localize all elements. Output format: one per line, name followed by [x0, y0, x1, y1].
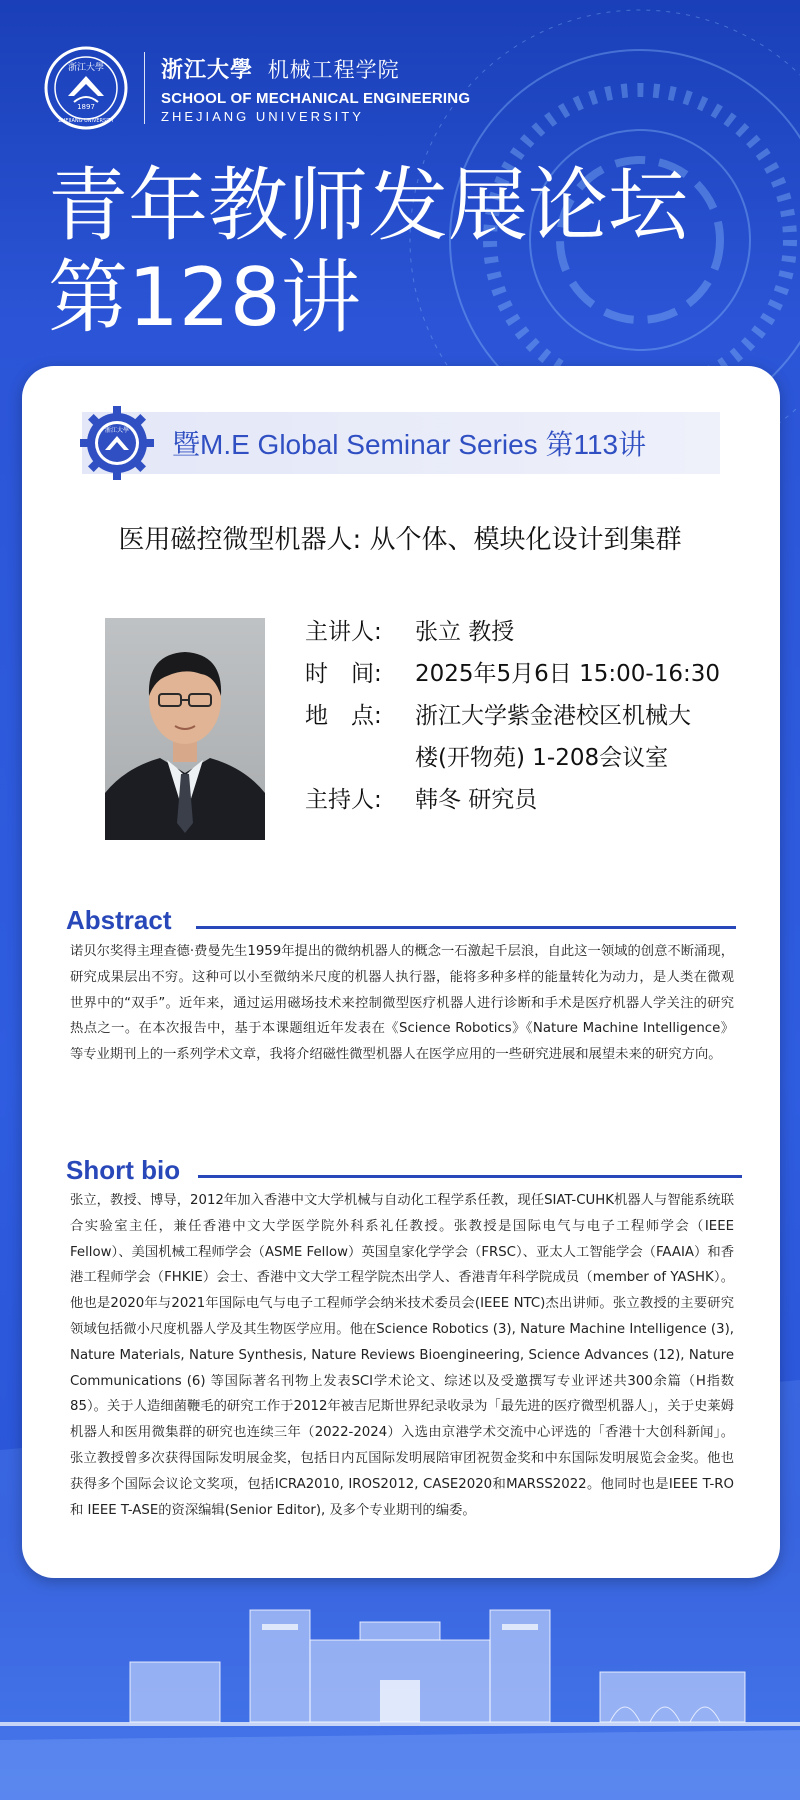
host-row	[305, 779, 720, 821]
university-name-cn: 浙江大學	[161, 56, 254, 83]
speaker-portrait	[105, 618, 265, 840]
university-name-en: ZHEJIANG UNIVERSITY	[161, 108, 364, 124]
place-value-line1: 浙江大学紫金港校区机械大	[415, 703, 691, 729]
abstract-heading: Abstract	[66, 905, 172, 935]
logo-divider	[144, 52, 145, 124]
abstract-underline	[196, 926, 736, 929]
time-value: 2025年5月6日 15:00-16:30	[415, 661, 720, 687]
seal-year: 1897	[77, 103, 95, 111]
place-label: 地 点:	[305, 703, 382, 729]
speaker-photo	[105, 618, 265, 840]
talk-info	[305, 611, 720, 821]
place-row-continued	[305, 737, 720, 779]
seal-en: ZHEJIANG UNIVERSITY	[58, 118, 114, 124]
place-value-line2: 楼(开物苑) 1-208会议室	[415, 745, 669, 771]
bio-text: 张立，教授、博导，2012年加入香港中文大学机械与自动化工程学系任教，现任SIAT-CUHK机器人与智能系统联合实验室主任，兼任香港中文大学医学院外科系礼任教授。张教授是国际电气与电子工程师学会（IEEE Fellow）、美国机械工程师学会（ASME Fellow）英国皇家化学学会（FRSC）、亚太人工智能学会（FAAIA）和香港工程师学会（FHKIE）会士、香港中文大学工程学院杰出学人、香港青年科学院成员（member of YASHK）。他也是2020年与2021年国际电气与电子工程师学会纳米技术委员会(IEEE NTC)杰出讲师。张立教授的主要研究领域包括微小尺度机器人学及其生物医学应用。他在Science Robotics (3), Nature Machine Intelligence (3), Nature Materials, Nature Synthesis, Nature Reviews Bioengineering, Science Advances (12), Nature Communications (6) 等国际著名刊物上发表SCI学术论文、综述以及受邀撰写专业评述共300余篇（H指数85）。关于人造细菌鞭毛的研究工作于2012年被吉尼斯世界纪录收录为「最先进的医疗微型机器人」，关于史莱姆机器人和医用微集群的研究也连续三年（2022-2024）入选由京港学术交流中心评选的「香港十大创科新闻」。张立教授曾多次获得国际发明展金奖，包括日内瓦国际发明展陪审团祝贺金奖和中东国际发明展览会金奖。他也获得多个国际会议论文奖项，包括ICRA2010, IROS2012, CASE2020和MARSS2022。他同时也是IEEE T-RO和 IEEE T-ASE的资深编辑(Senior Editor), 及多个专业期刊的编委。	[70, 1193, 734, 1518]
gear-seal-icon	[80, 406, 154, 480]
time-row	[305, 653, 720, 695]
talk-title: 医用磁控微型机器人: 从个体、模块化设计到集群	[118, 525, 682, 555]
bio-heading: Short bio	[66, 1155, 181, 1185]
school-logo	[44, 46, 470, 130]
school-name-en: SCHOOL OF MECHANICAL ENGINEERING	[161, 89, 471, 107]
series-label: 暨M.E Global Seminar Series 第113讲	[172, 429, 647, 460]
abstract-text: 诺贝尔奖得主理查德·费曼先生1959年提出的微纳机器人的概念一石激起千层浪，自此这一领域的创意不断涌现，研究成果层出不穷。这种可以小至微纳米尺度的机器人执行器，能将多种多样的能量转化为动力，是人类在微观世界中的“双手”。近年来，通过运用磁场技术来控制微型医疗机器人进行诊断和手术是医疗机器人学关注的研究热点之一。在本次报告中，基于本课题组近年发表在《Science Robotics》《Nature Machine Intelligence》等专业期刊上的一系列学术文章，我将介绍磁性微型机器人在医学应用的一些研究进展和展望未来的研究方向。	[70, 944, 734, 1063]
university-seal-icon	[44, 46, 128, 130]
school-name-block	[161, 53, 470, 124]
badge-text: 浙江大學	[104, 427, 130, 434]
place-row	[305, 695, 720, 737]
seal-cn: 浙江大學	[67, 63, 105, 73]
forum-title	[48, 160, 688, 344]
host-value: 韩冬 研究员	[415, 787, 538, 813]
campus-buildings-illustration	[0, 1580, 800, 1800]
forum-title-line1: 青年教师发展论坛	[48, 159, 688, 252]
speaker-label: 主讲人:	[305, 619, 382, 645]
school-dept-cn: 机械工程学院	[267, 57, 400, 82]
speaker-row	[305, 611, 720, 653]
speaker-value: 张立 教授	[415, 619, 515, 645]
forum-title-line2: 第128讲	[48, 251, 361, 344]
bio-underline	[198, 1175, 742, 1178]
school-name-cn	[161, 53, 470, 84]
host-label: 主持人:	[305, 787, 382, 813]
time-label: 时 间:	[305, 661, 382, 687]
